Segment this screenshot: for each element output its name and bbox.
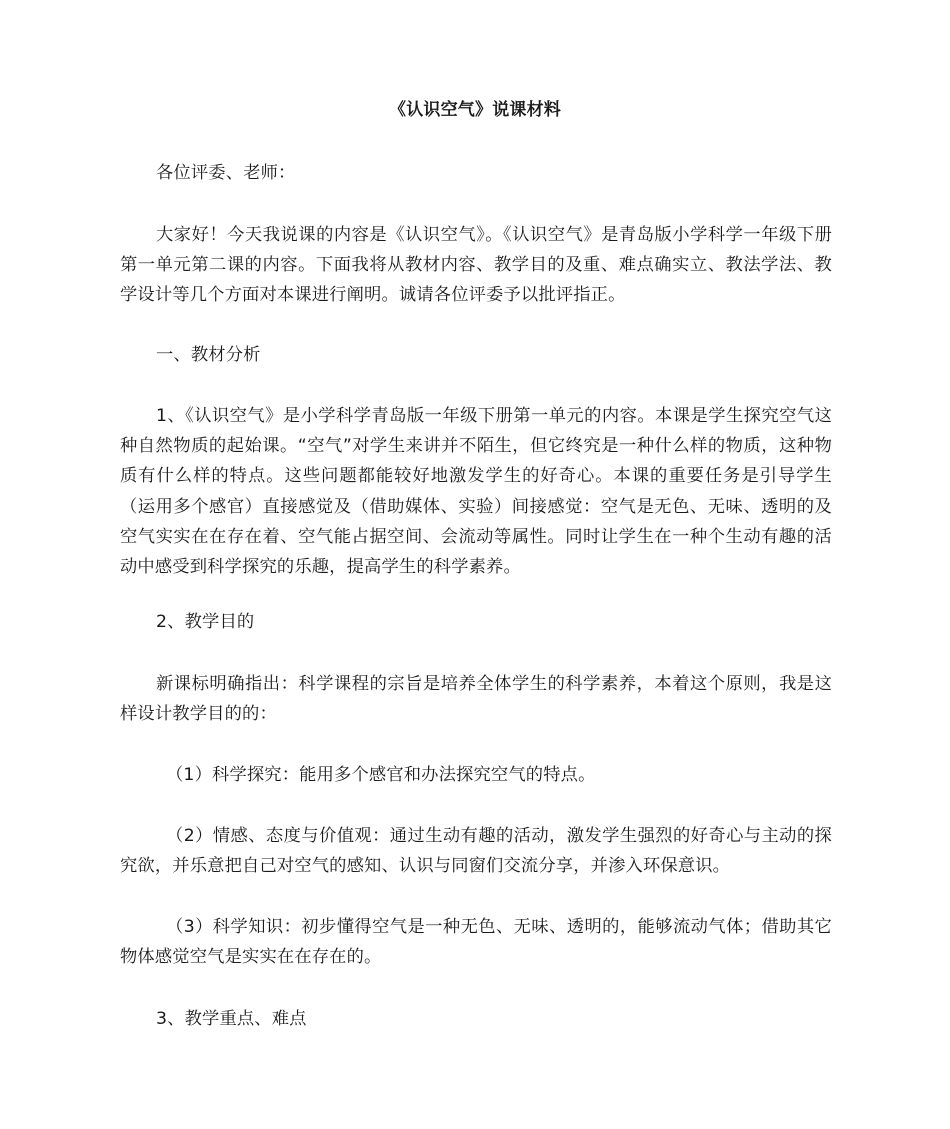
curriculum-standard-paragraph: 新课标明确指出：科学课程的宗旨是培养全体学生的科学素养，本着这个原则，我是这样设计教学目的的： xyxy=(120,674,832,725)
section-heading-key-points: 3、教学重点、难点 xyxy=(156,1009,307,1029)
document-title: 《认识空气》说课材料 xyxy=(389,100,561,120)
goal-science-inquiry: （1）科学探究：能用多个感官和办法探究空气的特点。 xyxy=(166,765,596,785)
section-heading-teaching-goals: 2、教学目的 xyxy=(156,612,255,632)
section-heading-textbook-analysis: 一、教材分析 xyxy=(156,345,261,365)
intro-paragraph: 大家好！今天我说课的内容是《认识空气》。《认识空气》是青岛版小学科学一年级下册第一单元第二课的内容。下面我将从教材内容、教学目的及重、难点确实立、教法学法、教学设计等几个方面对本课进行阐明。诚请各位评委予以批评指正。 xyxy=(120,225,832,306)
textbook-analysis-paragraph: 1、《认识空气》是小学科学青岛版一年级下册第一单元的内容。本课是学生探究空气这种自然物质的起始课。“空气”对学生来讲并不陌生，但它终究是一种什么样的物质，这种物质有什么样的特点。这些问题都能较好地激发学生的好奇心。本课的重要任务是引导学生（运用多个感官）直接感觉及（借助媒体、实验）间接感觉：空气是无色、无味、透明的及空气实实在在存在着、空气能占据空间、会流动等属性。同时让学生在一种个生动有趣的活动中感受到科学探究的乐趣，提高学生的科学素养。 xyxy=(120,406,832,578)
greeting-paragraph: 各位评委、老师： xyxy=(156,163,296,183)
goal-science-knowledge: （3）科学知识：初步懂得空气是一种无色、无味、透明的，能够流动气体；借助其它物体感觉空气是实实在在存在的。 xyxy=(120,917,832,968)
goal-attitude-values: （2）情感、态度与价值观：通过生动有趣的活动，激发学生强烈的好奇心与主动的探究欲，并乐意把自己对空气的感知、认识与同窗们交流分享，并渗入环保意识。 xyxy=(120,826,832,877)
